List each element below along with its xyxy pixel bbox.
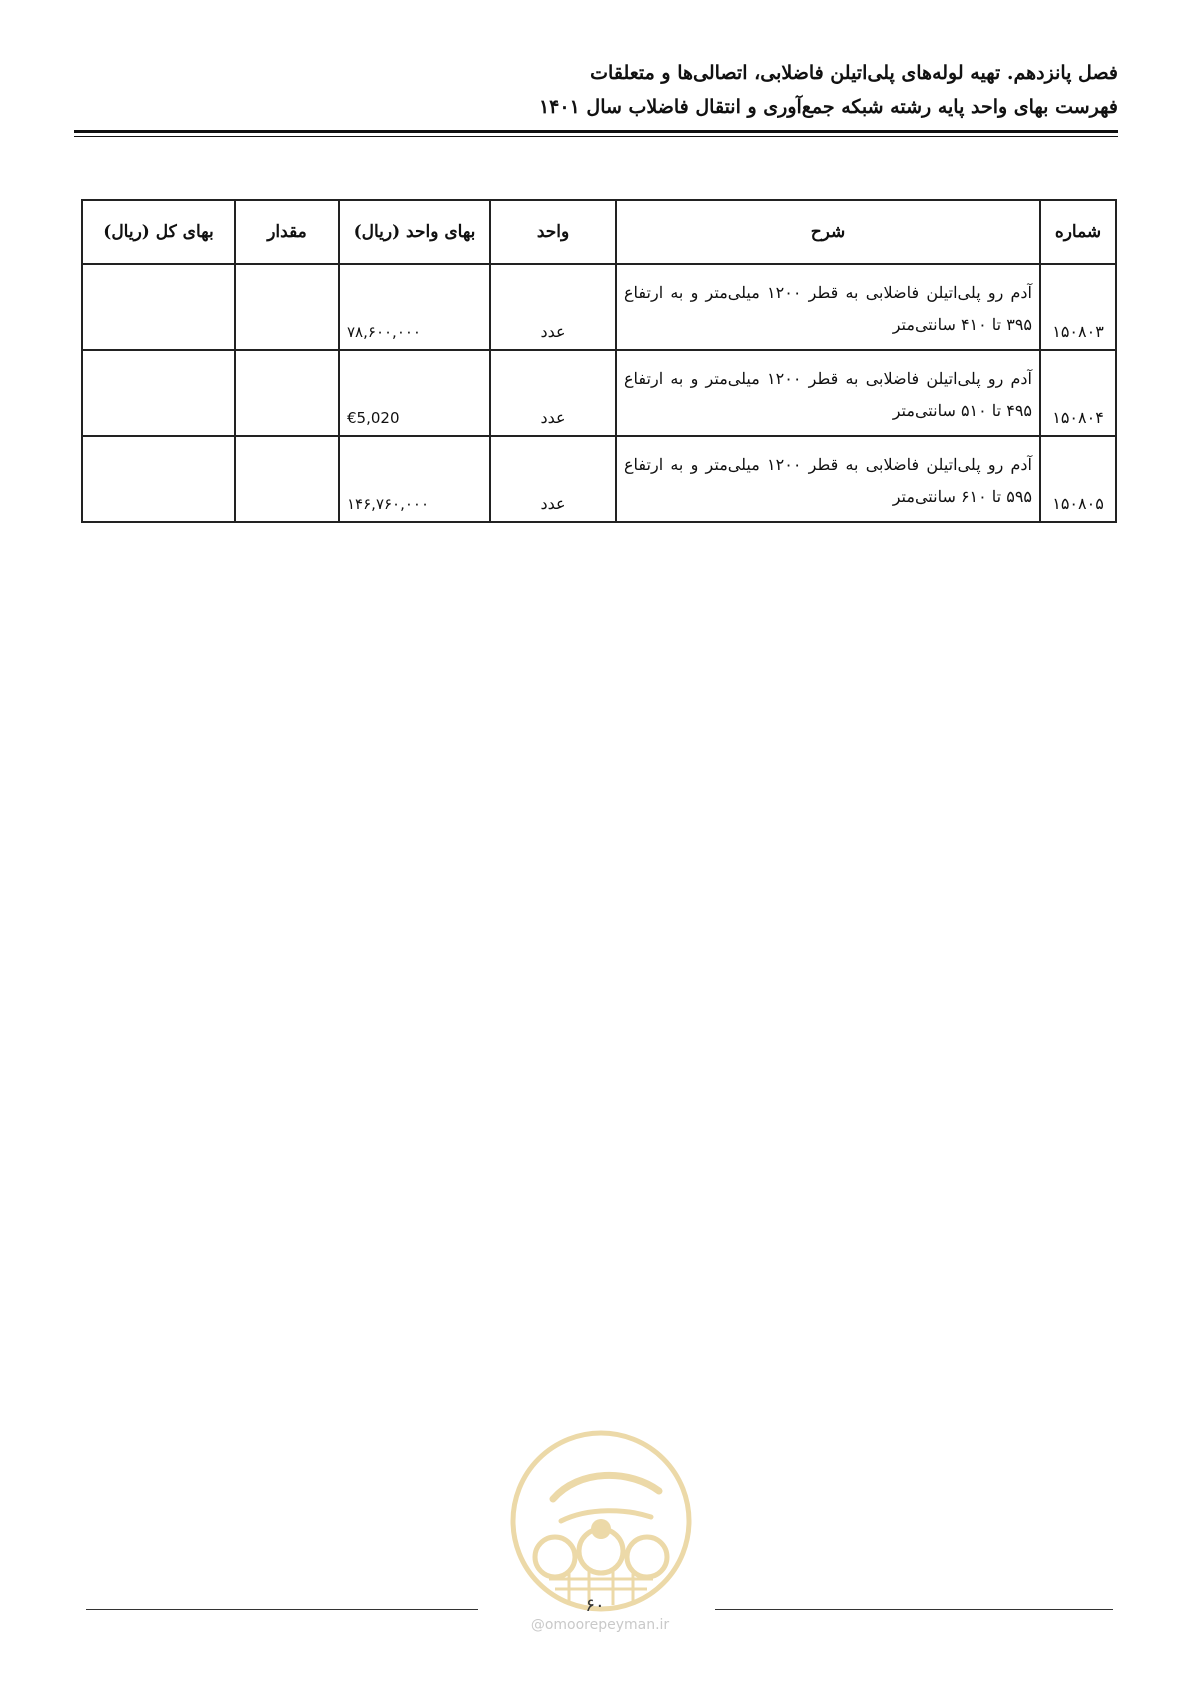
row-total-price [82,264,235,350]
table-row [82,264,1116,350]
row-description: آدم رو پلی‌اتیلن فاضلابی به قطر ۱۲۰۰ میلی‌متر و به ارتفاع ۴۹۵ تا ۵۱۰ سانتی‌متر [616,350,1040,436]
row-quantity [235,264,339,350]
row-unit: عدد [490,350,616,436]
row-unit-price: ۷۸,۶۰۰,۰۰۰ [339,264,490,350]
watermark-logo [509,1429,693,1613]
header-quantity: مقدار [235,200,339,264]
row-quantity [235,436,339,522]
row-quantity [235,350,339,436]
row-number: ۱۵۰۸۰۴ [1040,350,1116,436]
row-number: ۱۵۰۸۰۵ [1040,436,1116,522]
row-unit: عدد [490,264,616,350]
row-total-price [82,350,235,436]
document-title: فهرست بهای واحد پایه رشته شبکه جمع‌آوری و انتقال فاضلاب سال ۱۴۰۱ [538,96,1118,118]
chapter-title: فصل پانزدهم. تهیه لوله‌های پلی‌اتیلن فاضلابی، اتصالی‌ها و متعلقات [590,62,1118,84]
footer-rule-left [86,1609,478,1610]
website-watermark: @omoorepeyman.ir [530,1617,670,1633]
table-header-row [82,200,1116,264]
footer-rule-right [715,1609,1113,1610]
row-description: آدم رو پلی‌اتیلن فاضلابی به قطر ۱۲۰۰ میلی‌متر و به ارتفاع ۵۹۵ تا ۶۱۰ سانتی‌متر [616,436,1040,522]
header-total-price: بهای کل (ریال) [82,200,235,264]
row-total-price [82,436,235,522]
header-description: شرح [616,200,1040,264]
row-unit: عدد [490,436,616,522]
seal-icon [509,1429,693,1613]
page-header [73,56,1118,124]
row-description: آدم رو پلی‌اتیلن فاضلابی به قطر ۱۲۰۰ میلی‌متر و به ارتفاع ۳۹۵ تا ۴۱۰ سانتی‌متر [616,264,1040,350]
header-unit-price: بهای واحد (ریال) [339,200,490,264]
table-row [82,436,1116,522]
price-list-table [81,199,1117,523]
row-unit-price: ۱۴۶,۷۶۰,۰۰۰ [339,436,490,522]
table-row [82,350,1116,436]
header-number: شماره [1040,200,1116,264]
row-number: ۱۵۰۸۰۳ [1040,264,1116,350]
header-rule-thin [74,136,1118,137]
row-unit-price: €5,020 [339,350,490,436]
page-number: ۶۰ [585,1595,605,1616]
header-unit: واحد [490,200,616,264]
header-rule-thick [74,130,1118,133]
